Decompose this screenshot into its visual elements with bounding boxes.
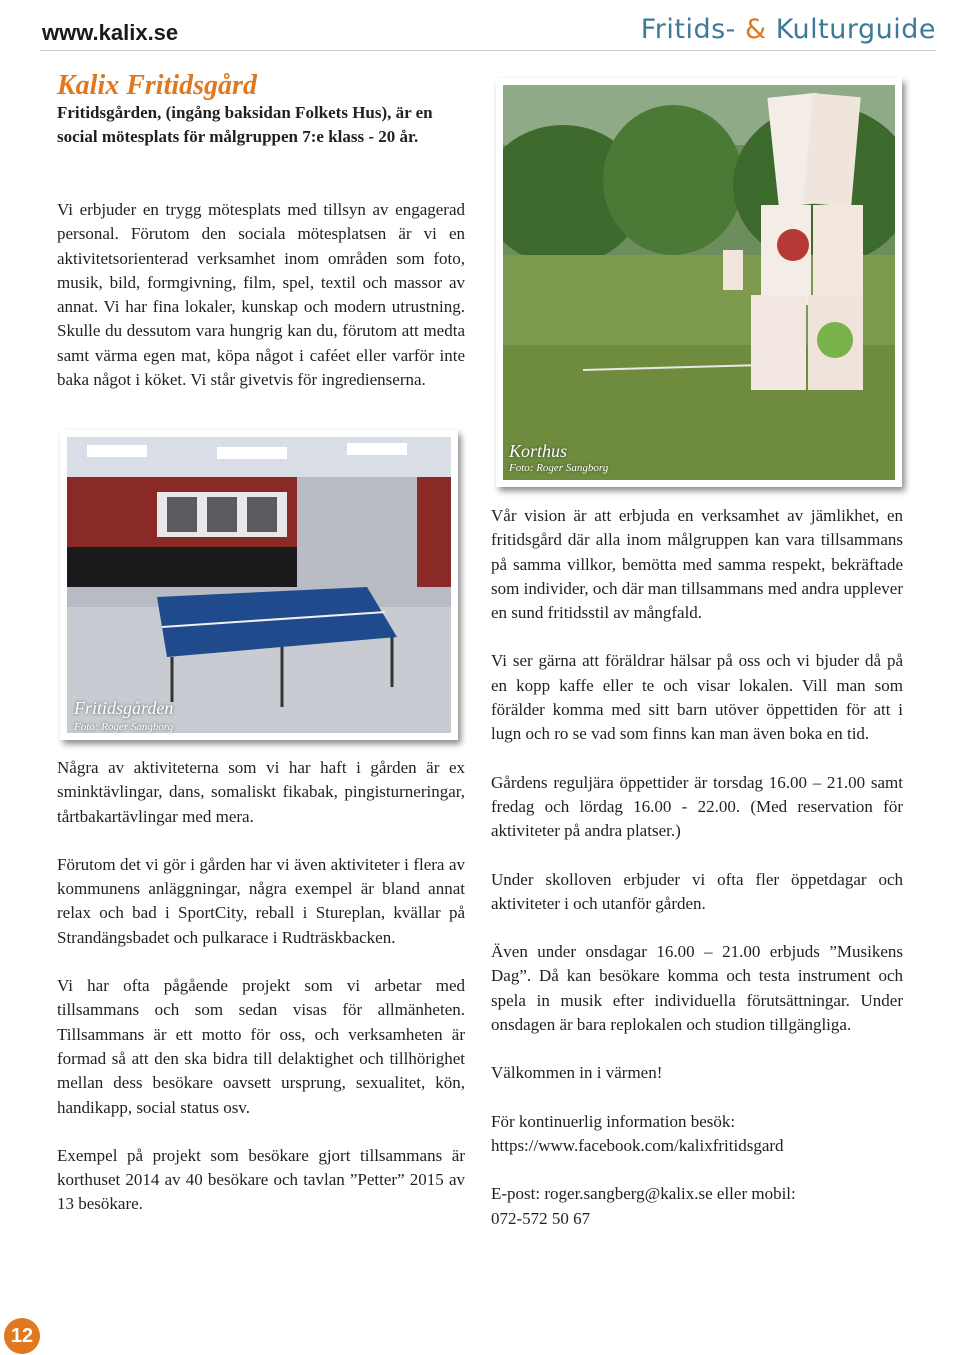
photo-fritidsgarden-credit: Foto: Roger Sangborg <box>74 721 174 733</box>
page-header <box>0 0 960 48</box>
guide-title-amp: & <box>745 14 767 45</box>
guide-title-part1: Fritids- <box>640 14 736 45</box>
page-number-badge: 12 <box>4 1318 40 1354</box>
photo-fritidsgarden-caption: Fritidsgården <box>74 698 174 718</box>
right-column <box>491 504 903 1231</box>
photo-fritidsgarden-image <box>67 437 451 733</box>
article-title: Kalix Fritidsgård <box>57 70 257 101</box>
phone-number: 072-572 50 67 <box>491 1208 591 1228</box>
paragraph-contact: E-post: roger.sangberg@kalix.se eller mobil: <box>491 1184 796 1204</box>
left-column-top <box>57 198 465 392</box>
paragraph-2: Några av aktiviteterna som vi har haft i gården är ex sminktävlingar, dans, somaliskt fikabak, pingisturneringar, tårtbakartävlingar med mera. <box>57 758 465 826</box>
paragraph-parents: Vi ser gärna att föräldrar hälsar på oss och vi bjuder då på en kopp kaffe eller te och visar lokalen. Vill man som förälder komma med sitt barn utöver öppettiden för att i lugn och ro se vad som finns kan man även boka en tid. <box>491 651 903 744</box>
photo-korthus <box>496 78 902 487</box>
article-intro: Fritidsgården, (ingång baksidan Folkets Hus), är en social mötesplats för målgruppen 7:e klass - 20 år. <box>57 103 433 146</box>
photo-korthus-credit: Foto: Roger Sangborg <box>509 462 609 474</box>
site-url[interactable]: www.kalix.se <box>42 20 179 45</box>
paragraph-hours: Gårdens reguljära öppettider är torsdag 16.00 – 21.00 samt fredag och lördag 16.00 - 22.00. (Med reservation för aktiviteter på andra platser.) <box>491 772 903 841</box>
table-tennis-room-illustration <box>67 437 451 733</box>
paragraph-welcome: Välkommen in i värmen! <box>491 1063 663 1083</box>
card-house-illustration <box>503 85 895 480</box>
paragraph-music-day: Även under onsdagar 16.00 – 21.00 erbjuds ”Musikens Dag”. Då kan besökare komma och testa instrument och spela in musik efter individuella förutsättningar. Under onsdagen är bara replokalen och studion tillgängliga. <box>491 942 903 1035</box>
guide-title-part2: Kulturguide <box>775 14 936 45</box>
guide-title <box>641 14 936 45</box>
paragraph-5: Exempel på projekt som besökare gjort tillsammans är korthuset 2014 av 40 besökare och tavlan ”Petter” 2015 av 13 besökare. <box>57 1145 465 1214</box>
paragraph-info-label: För kontinuerlig information besök: <box>491 1111 736 1131</box>
facebook-link[interactable]: https://www.facebook.com/kalixfritidsgard <box>491 1135 784 1155</box>
paragraph-3: Förutom det vi gör i gården har vi även aktiviteter i flera av kommunens anläggningar, några exempel är bland annat relax och bad i SportCity, reball i Stureplan, kvällar på Strandängsbadet och pulkarace i Rudträskbacken. <box>57 854 465 947</box>
paragraph-4: Vi har ofta pågående projekt som vi arbetar med tillsammans och som sedan visas för allmänheten. Tillsammans är ett motto för oss, och verksamheten är formad så att den ska bidra till delaktighet och tillhörighet mellan dess besökare oavsett ursprung, sexualitet, kön, handikapp, social status osv. <box>57 976 465 1117</box>
header-divider <box>40 50 936 51</box>
photo-korthus-image <box>503 85 895 480</box>
paragraph-vision: Vår vision är att erbjuda en verksamhet av jämlikhet, en fritidsgård där alla inom målgruppen kan vara tillsammans på samma villkor, bemötta med samma respekt, bekräftade som individer, och där man tillsammans med andra upplever en sund fritidsstil av mångfald. <box>491 506 903 623</box>
paragraph-holidays: Under skolloven erbjuder vi ofta fler öppetdagar och aktiviteter i och utanför gården. <box>491 869 903 913</box>
left-column-bottom <box>57 756 465 1217</box>
paragraph-1: Vi erbjuder en trygg mötesplats med tillsyn av engagerad personal. Förutom den sociala mötesplatsen är vi en aktivitetsorienterad verksamhet inom områden som foto, musik, bild, formgivning, film, spel, textil och massor av annat. Vi har fina lokaler, kunskap och modern utrustning. Skulle du dessutom vara hungrig kan du, förutom att medta samt värma egen mat, köpa något i caféet eller varför inte baka något i köket. Vi står givetvis för ingredienserna. <box>57 200 465 390</box>
photo-korthus-caption: Korthus <box>509 441 568 461</box>
photo-fritidsgarden <box>60 430 458 740</box>
